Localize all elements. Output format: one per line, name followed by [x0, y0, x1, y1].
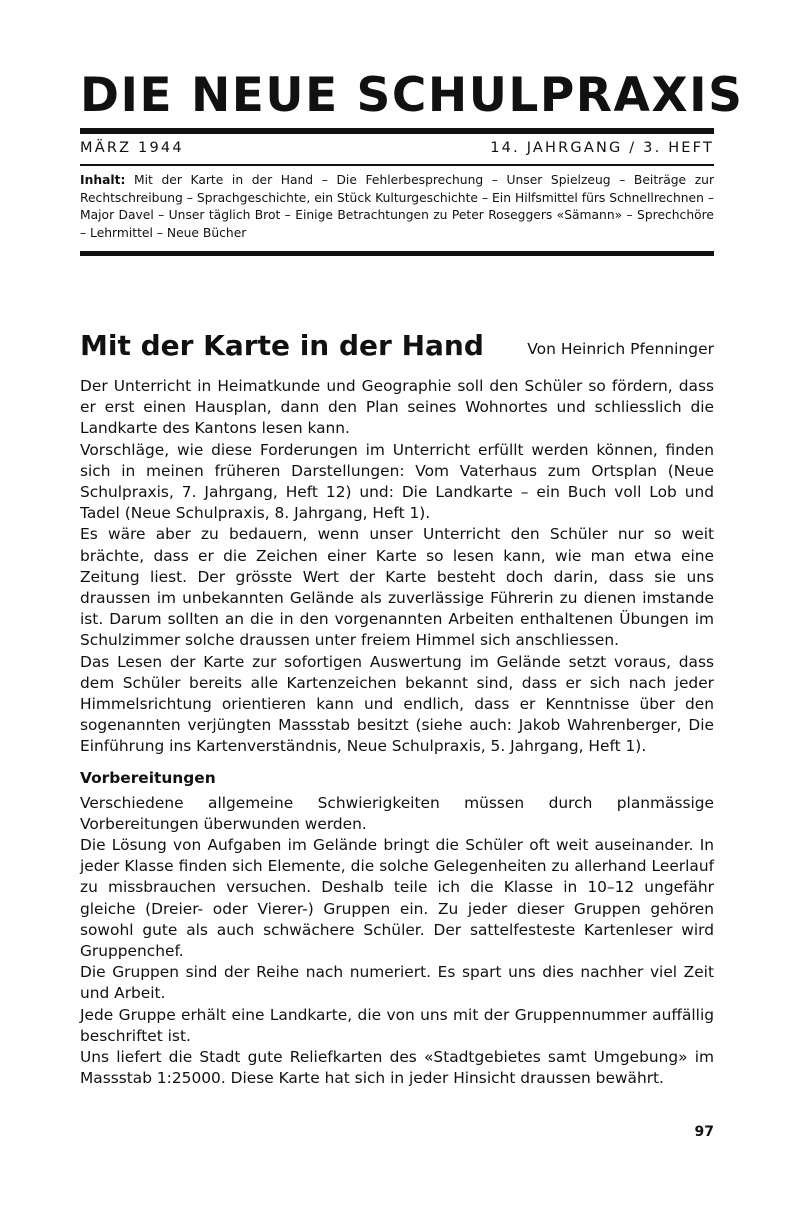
issue-date: MÄRZ 1944: [80, 140, 184, 156]
paragraph: Uns liefert die Stadt gute Reliefkarten des «Stadtgebietes samt Umgebung» im Massstab 1:25000. Diese Karte hat sich in jeder Hinsicht draussen bewährt.: [80, 1048, 714, 1088]
paragraph: Vorschläge, wie diese Forderungen im Unterricht erfüllt werden können, finden sich in meinen früheren Darstellungen: Vom Vaterhaus zum Ortsplan (Neue Schulpraxis, 7. Jahrgang, Heft 12) und: Die Landkarte – ein Buch voll Lob und Tadel (Neue Schulpraxis, 8. Jahrgang, Heft 1).: [80, 440, 714, 523]
paragraph: Es wäre aber zu bedauern, wenn unser Unterricht den Schüler nur so weit brächte, dass er die Zeichen einer Karte so lesen kann, wie man etwa eine Zeitung liest. Der grösste Wert der Karte besteht doch darin, dass sie uns draussen im unbekannten Gelände als zuverlässige Führerin zu dienen imstande ist. Darum sollten an die in den vorgenannten Arbeiten enthaltenen Übungen im Schulzimmer solche draussen unter freiem Himmel sich anschliessen.: [80, 525, 714, 650]
journal-masthead: DIE NEUE SCHULPRAXIS: [80, 68, 744, 123]
contents-text: Mit der Karte in der Hand – Die Fehlerbesprechung – Unser Spielzeug – Beiträge zur Rechtschreibung – Sprachgeschichte, ein Stück Kulturgeschichte – Ein Hilfsmittel fürs Schnellrechnen – Major Davel – Unser täglich Brot – Einige Betrachtungen zu Peter Roseggers «Sämann» – Sprechchöre – Lehrmittel – Neue Bücher: [80, 173, 714, 240]
article-byline: Von Heinrich Pfenninger: [527, 340, 714, 358]
paragraph: Das Lesen der Karte zur sofortigen Auswertung im Gelände setzt voraus, dass dem Schüler bereits alle Kartenzeichen bekannt sind, dass er sich nach jeder Himmelsrichtung orientieren kann und endlich, dass er Kenntnisse über den sogenannten verjüngten Massstab besitzt (siehe auch: Jakob Wahrenberger, Die Einführung ins Kartenverständnis, Neue Schulpraxis, 5. Jahrgang, Heft 1).: [80, 652, 714, 756]
contents-bottom-rule: [80, 251, 714, 256]
issue-info: [80, 138, 714, 158]
article-body: [80, 376, 714, 1090]
masthead-rule: [80, 128, 714, 134]
paragraph: Jede Gruppe erhält eine Landkarte, die von uns mit der Gruppennummer auffällig beschriftet ist.: [80, 1005, 714, 1045]
section-heading: Vorbereitungen: [80, 768, 216, 787]
paragraph: Verschiedene allgemeine Schwierigkeiten müssen durch planmässige Vorbereitungen überwunden werden.: [80, 793, 714, 833]
paragraph: Der Unterricht in Heimatkunde und Geographie soll den Schüler so fördern, dass er erst einen Hausplan, dann den Plan seines Wohnortes und schliesslich die Landkarte des Kantons lesen kann.: [80, 377, 714, 438]
issue-volume: 14. JAHRGANG / 3. HEFT: [490, 140, 714, 156]
contents-top-rule: [80, 164, 714, 166]
paragraph: Die Lösung von Aufgaben im Gelände bringt die Schüler oft weit auseinander. In jeder Klasse finden sich Elemente, die solche Gelegenheiten zu allerhand Leerlauf zu missbrauchen versuchen. Deshalb teile ich die Klasse in 10–12 ungefähr gleiche (Dreier- oder Vierer-) Gruppen ein. Zu jeder dieser Gruppen gehören sowohl gute als auch schwächere Schüler. Der sattelfesteste Kartenleser wird Gruppenchef.: [80, 836, 714, 961]
contents-label: Inhalt:: [80, 173, 126, 187]
article-title: Mit der Karte in der Hand: [80, 329, 484, 362]
paragraph: Die Gruppen sind der Reihe nach numeriert. Es spart uns dies nachher viel Zeit und Arbeit.: [80, 963, 714, 1003]
table-of-contents: [80, 172, 714, 242]
page-number: 97: [694, 1124, 714, 1140]
